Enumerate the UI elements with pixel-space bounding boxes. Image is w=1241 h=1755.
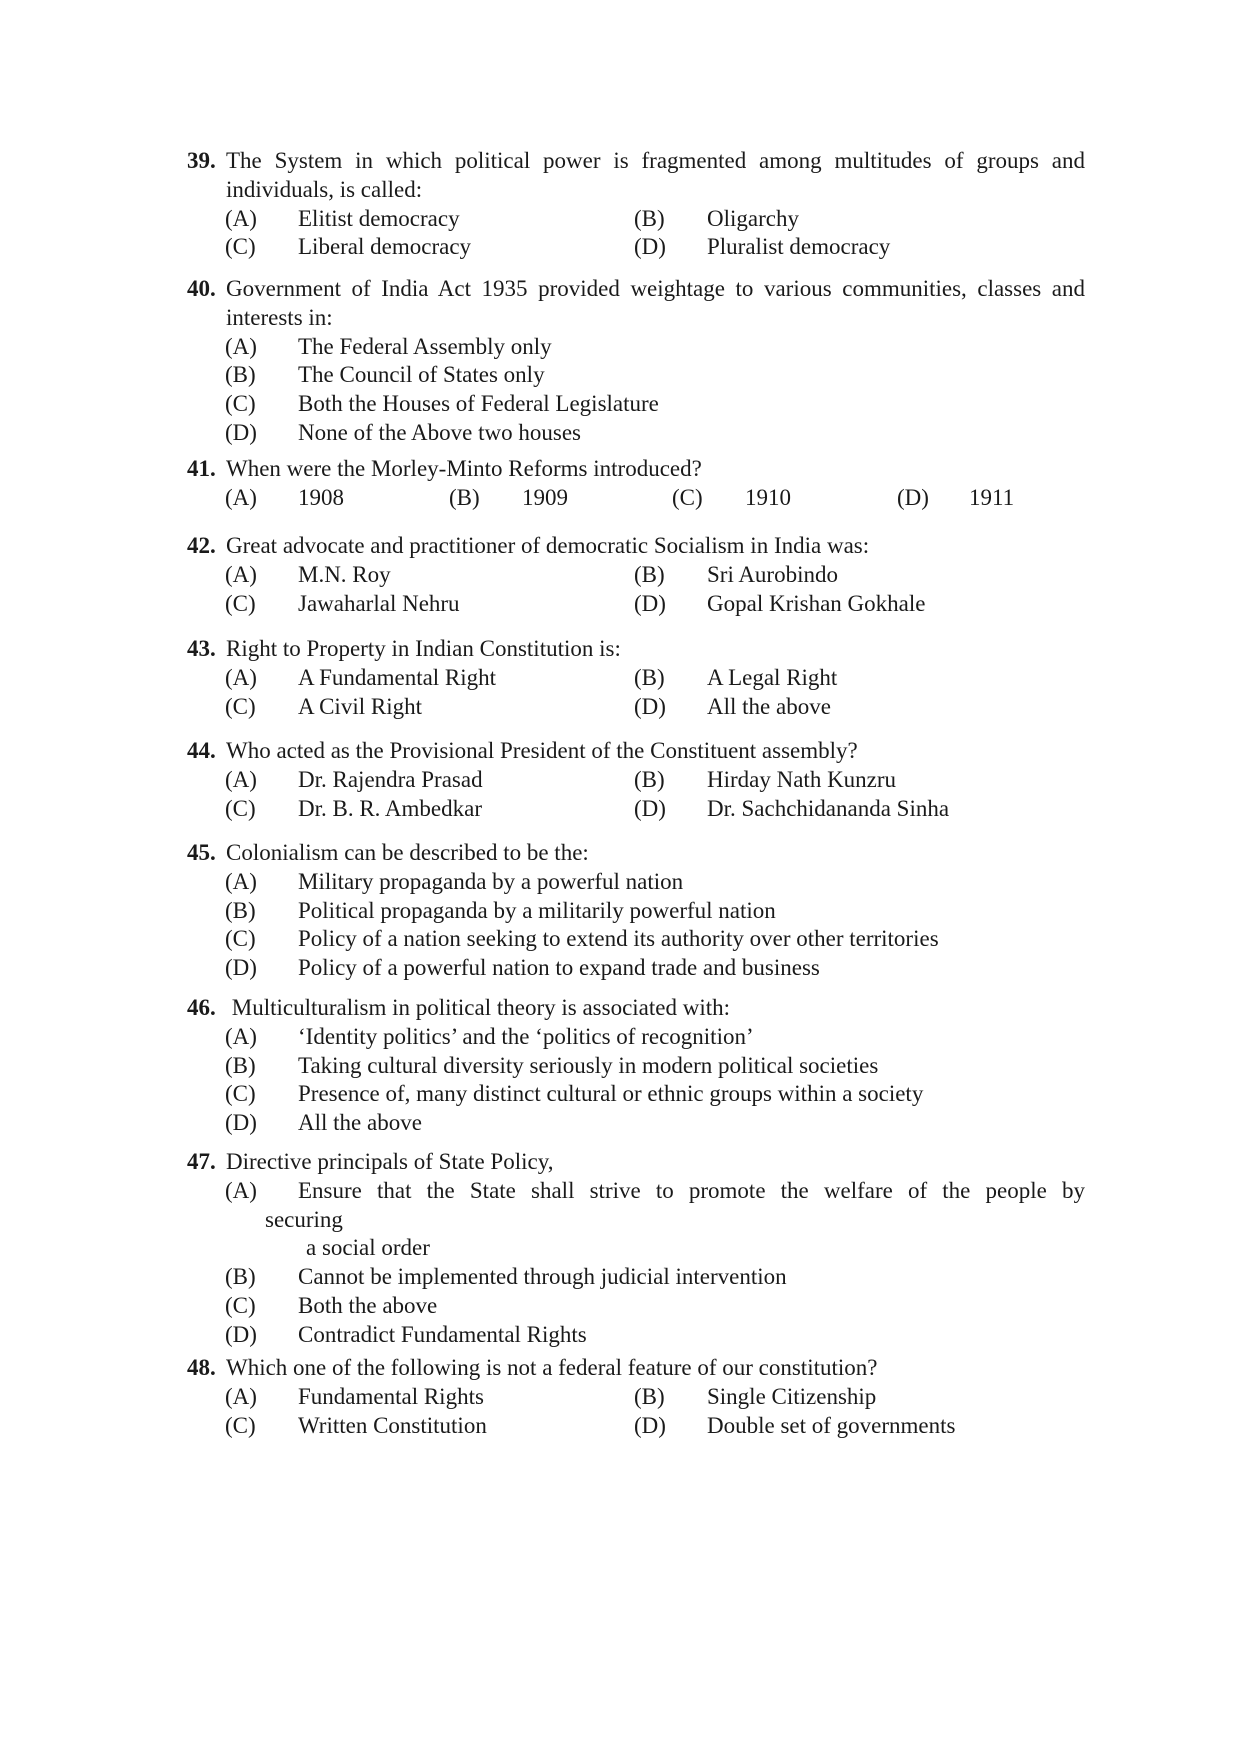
question-42 bbox=[187, 532, 1085, 618]
option-a: (A) Fundamental Rights bbox=[225, 1383, 484, 1409]
question-text: Who acted as the Provisional President of the Constituent assembly? bbox=[226, 738, 858, 763]
option-a-letter: (A) bbox=[225, 484, 257, 510]
question-number: 40. bbox=[187, 276, 216, 301]
option-c: (C) Written Constitution bbox=[225, 1412, 487, 1438]
option-b: (B) Single Citizenship bbox=[634, 1383, 877, 1409]
option-d: (D) All the above bbox=[634, 693, 831, 719]
question-stem bbox=[187, 994, 1085, 1023]
option-row bbox=[187, 233, 1085, 262]
question-45 bbox=[187, 839, 1085, 983]
question-stem bbox=[187, 147, 1085, 205]
option-b: (B) Cannot be implemented through judicial intervention bbox=[225, 1264, 787, 1290]
option-b: (B) The Council of States only bbox=[225, 362, 545, 388]
option-b: (B) Political propaganda by a militarily powerful nation bbox=[225, 897, 776, 923]
question-text: Which one of the following is not a federal feature of our constitution? bbox=[226, 1355, 878, 1380]
option-row bbox=[187, 561, 1085, 590]
question-number: 41. bbox=[187, 456, 216, 481]
option-b: (B) A Legal Right bbox=[634, 664, 838, 690]
question-number: 39. bbox=[187, 148, 216, 173]
option-a: (A) The Federal Assembly only bbox=[225, 333, 552, 359]
option-d: (D) Contradict Fundamental Rights bbox=[225, 1321, 587, 1347]
option-c: (C) Jawaharlal Nehru bbox=[225, 590, 460, 616]
option-row bbox=[187, 205, 1085, 234]
option-row bbox=[187, 664, 1085, 693]
option-row bbox=[187, 484, 1085, 513]
question-number: 45. bbox=[187, 840, 216, 865]
question-text: Colonialism can be described to be the: bbox=[226, 840, 589, 865]
option-a-text: 1908 bbox=[298, 484, 344, 510]
question-stem bbox=[187, 737, 1085, 766]
option-a: (A) Elitist democracy bbox=[225, 205, 460, 231]
question-text: Multiculturalism in political theory is associated with: bbox=[226, 995, 731, 1020]
option-c: (C) Liberal democracy bbox=[225, 234, 472, 260]
question-stem bbox=[187, 275, 1085, 333]
option-c-text: 1910 bbox=[745, 484, 791, 510]
option-row bbox=[187, 1383, 1085, 1412]
option-c: (C) Policy of a nation seeking to extend its authority over other territories bbox=[225, 926, 939, 952]
option-b-text: 1909 bbox=[522, 484, 568, 510]
option-row bbox=[187, 766, 1085, 795]
option-row bbox=[187, 795, 1085, 824]
question-39 bbox=[187, 147, 1085, 262]
question-41 bbox=[187, 455, 1085, 513]
option-c: (C) Dr. B. R. Ambedkar bbox=[225, 795, 482, 821]
option-d-text: 1911 bbox=[969, 484, 1015, 510]
option-d: (D) All the above bbox=[225, 1110, 422, 1136]
option-a: (A) Ensure that the State shall strive to promote the welfare of the people by securing a social order bbox=[225, 1177, 1085, 1261]
question-48 bbox=[187, 1354, 1085, 1440]
option-b: (B) Hirday Nath Kunzru bbox=[634, 766, 897, 792]
question-text: Government of India Act 1935 provided weightage to various communities, classes and interests in: bbox=[226, 276, 1085, 330]
question-44 bbox=[187, 737, 1085, 823]
option-c: (C) Both the above bbox=[225, 1292, 438, 1318]
option-a: (A) Dr. Rajendra Prasad bbox=[225, 766, 483, 792]
option-row bbox=[187, 590, 1085, 619]
question-47 bbox=[187, 1148, 1085, 1350]
question-stem bbox=[187, 532, 1085, 561]
option-a: (A) M.N. Roy bbox=[225, 561, 391, 587]
question-text: Great advocate and practitioner of democratic Socialism in India was: bbox=[226, 533, 870, 558]
question-stem bbox=[187, 635, 1085, 664]
option-c-letter: (C) bbox=[672, 484, 703, 510]
option-a: (A) A Fundamental Right bbox=[225, 664, 497, 690]
question-number: 48. bbox=[187, 1355, 216, 1380]
option-a: (A) ‘Identity politics’ and the ‘politics of recognition’ bbox=[225, 1023, 754, 1049]
option-b: (B) Oligarchy bbox=[634, 205, 799, 231]
option-d: (D) None of the Above two houses bbox=[225, 419, 581, 445]
question-number: 46. bbox=[187, 995, 216, 1020]
question-number: 47. bbox=[187, 1149, 216, 1174]
question-stem bbox=[187, 1148, 1085, 1177]
question-46 bbox=[187, 994, 1085, 1138]
option-b: (B) Sri Aurobindo bbox=[634, 561, 838, 587]
question-number: 43. bbox=[187, 636, 216, 661]
option-a: (A) Military propaganda by a powerful nation bbox=[225, 868, 684, 894]
option-row bbox=[187, 1412, 1085, 1441]
question-number: 42. bbox=[187, 533, 216, 558]
option-c: (C) Presence of, many distinct cultural or ethnic groups within a society bbox=[225, 1081, 924, 1107]
question-40 bbox=[187, 275, 1085, 448]
question-text: The System in which political power is fragmented among multitudes of groups and individuals, is called: bbox=[226, 148, 1085, 202]
question-text: Right to Property in Indian Constitution is: bbox=[226, 636, 621, 661]
option-d-letter: (D) bbox=[897, 484, 929, 510]
question-stem bbox=[187, 839, 1085, 868]
option-d: (D) Dr. Sachchidananda Sinha bbox=[634, 795, 950, 821]
question-stem bbox=[187, 455, 1085, 484]
option-d: (D) Pluralist democracy bbox=[634, 234, 891, 260]
option-d: (D) Double set of governments bbox=[634, 1412, 956, 1438]
option-c: (C) A Civil Right bbox=[225, 693, 422, 719]
question-text: When were the Morley-Minto Reforms introduced? bbox=[226, 456, 702, 481]
option-row bbox=[187, 693, 1085, 722]
option-c: (C) Both the Houses of Federal Legislature bbox=[225, 391, 659, 417]
option-b: (B) Taking cultural diversity seriously in modern political societies bbox=[225, 1052, 879, 1078]
question-stem bbox=[187, 1354, 1085, 1383]
question-number: 44. bbox=[187, 738, 216, 763]
question-43 bbox=[187, 635, 1085, 721]
option-d: (D) Policy of a powerful nation to expand trade and business bbox=[225, 955, 820, 981]
option-d: (D) Gopal Krishan Gokhale bbox=[634, 590, 926, 616]
option-b-letter: (B) bbox=[449, 484, 480, 510]
question-text: Directive principals of State Policy, bbox=[226, 1149, 554, 1174]
